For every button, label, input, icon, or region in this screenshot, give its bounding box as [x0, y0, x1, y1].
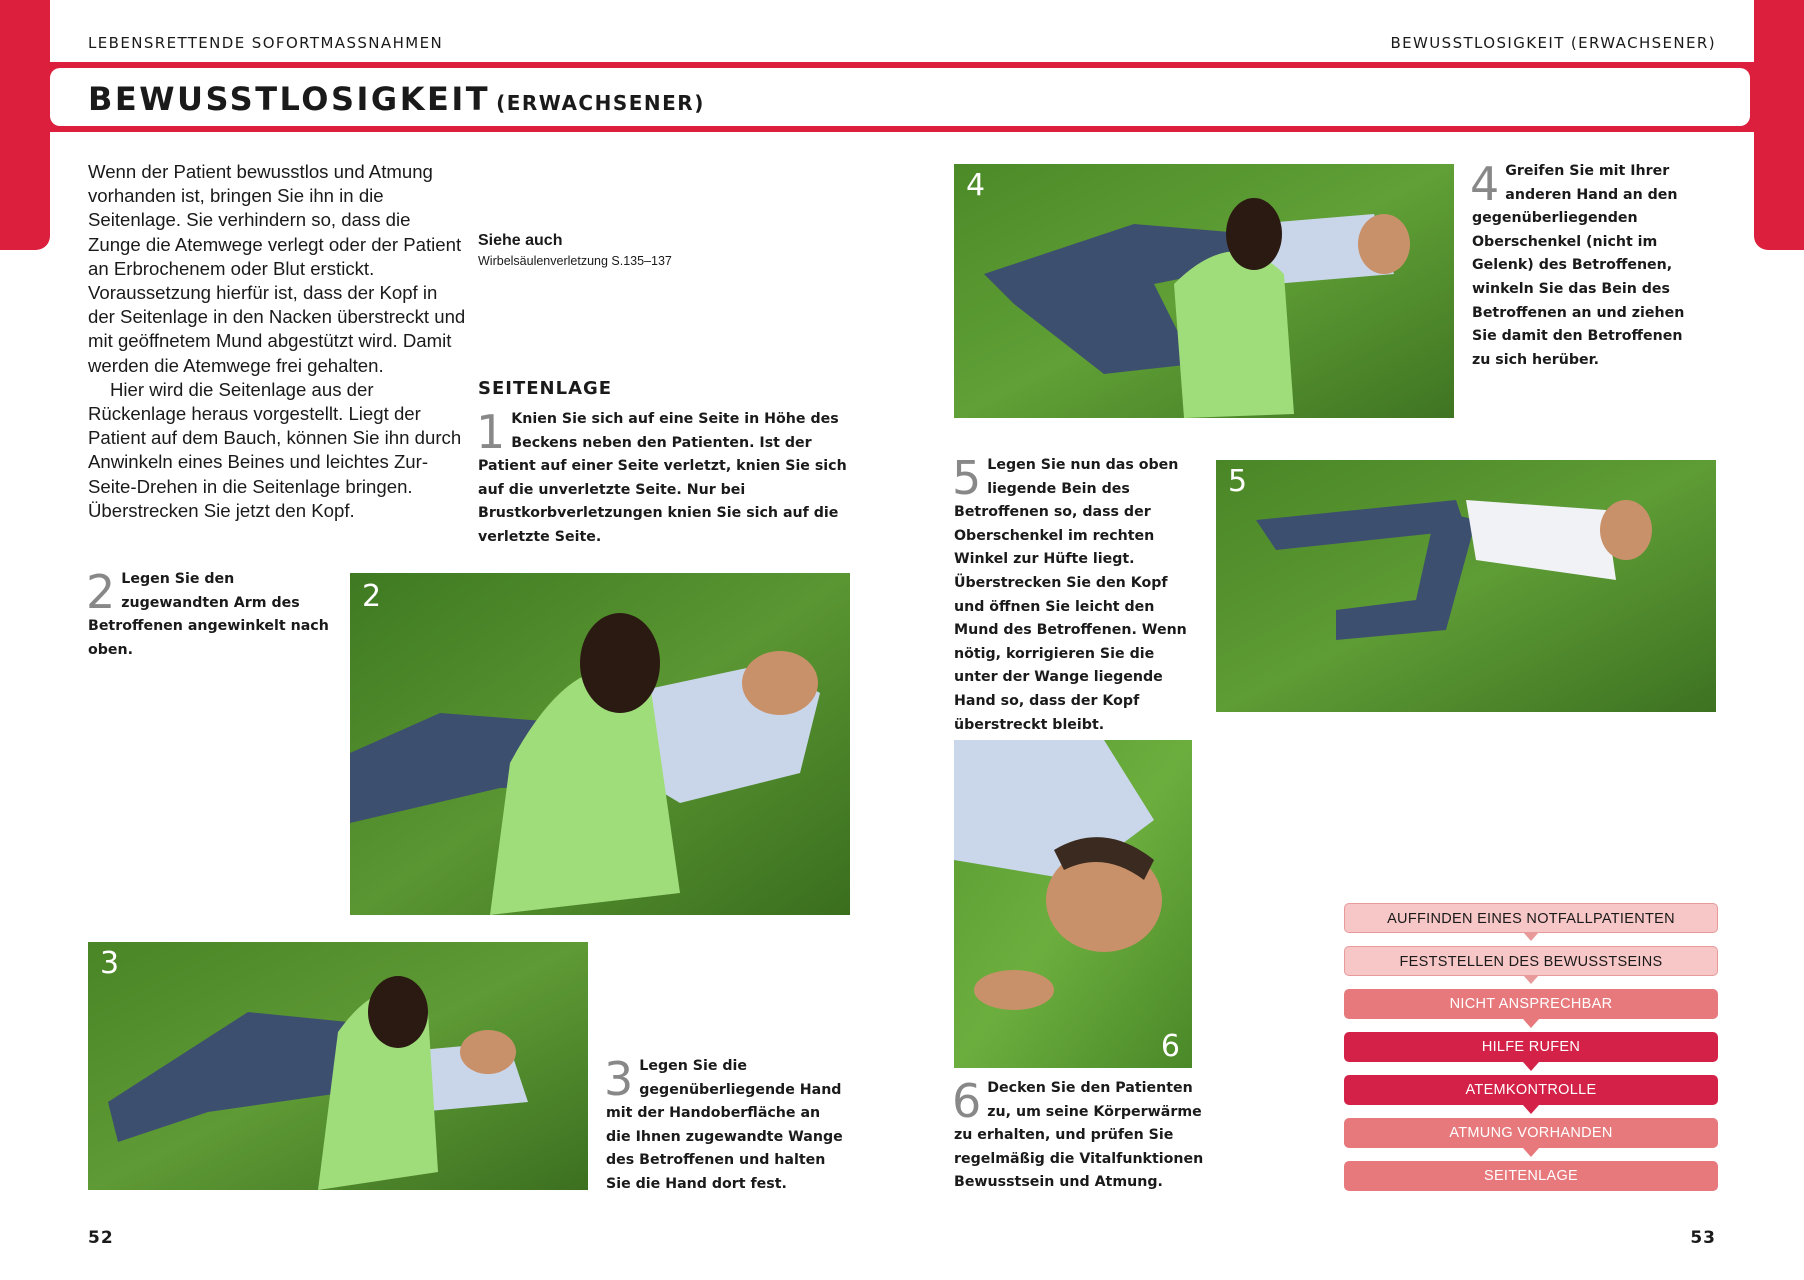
page-number-left: 52 — [88, 1228, 114, 1248]
flowchart-step: ATMUNG VORHANDEN — [1344, 1118, 1718, 1148]
intro-paragraph-2: Hier wird die Seitenlage aus der Rückenlage heraus vorgestellt. Liegt der Patient auf dem Bauch, können Sie ihn durch Anwinkeln eines Beines und leichtes Zur-Seite-Drehen in die Seitenlage bringen. Überstrecken Sie jetzt den Kopf. — [88, 378, 462, 521]
step-text: Legen Sie die gegenüberliegende Hand mit der Handoberfläche an die Ihnen zugewandte Wange des Betroffenen und halten Sie die Hand dort fest. — [606, 1058, 843, 1192]
page-title — [88, 80, 705, 118]
step-number: 2 — [86, 565, 116, 619]
page-number-right: 53 — [1690, 1228, 1716, 1248]
step-3 — [604, 1052, 846, 1197]
photo-label: 6 — [1160, 1029, 1180, 1064]
photo-step-5 — [1216, 460, 1716, 712]
red-margin-left — [0, 0, 50, 250]
step-1 — [476, 405, 858, 550]
running-head-left: LEBENSRETTENDE SOFORTMASSNAHMEN — [88, 34, 444, 52]
flowchart-step: FESTSTELLEN DES BEWUSSTSEINS — [1344, 946, 1718, 976]
title-sub: (ERWACHSENER) — [496, 91, 705, 115]
photo-label: 4 — [966, 168, 986, 203]
see-also-heading: Siehe auch — [478, 232, 563, 249]
step-2 — [86, 565, 338, 662]
flowchart-step: ATEMKONTROLLE — [1344, 1075, 1718, 1105]
photo-step-3 — [88, 942, 588, 1190]
step-number: 1 — [476, 405, 506, 459]
see-also-link[interactable]: Wirbelsäulenverletzung S.135–137 — [478, 254, 672, 268]
flowchart — [1344, 903, 1718, 1204]
step-4 — [1470, 157, 1702, 372]
step-text: Greifen Sie mit Ihrer anderen Hand an den gegenüberliegenden Oberschenkel (nicht im Gelenk) des Betroffenen, winkeln Sie das Bein des Betroffenen an und ziehen Sie damit den Betroffenen zu sich herüber. — [1472, 163, 1685, 368]
flowchart-step: AUFFINDEN EINES NOTFALLPATIENTEN — [1344, 903, 1718, 933]
step-text: Decken Sie den Patienten zu, um seine Körperwärme zu erhalten, und prüfen Sie regelmäßig die Vitalfunktionen Bewusstsein und Atmung. — [954, 1080, 1204, 1191]
step-text: Knien Sie sich auf eine Seite in Höhe des Beckens neben den Patienten. Ist der Patient auf einer Seite verletzt, knien Sie sich auf die unverletzte Seite. Nur bei Brustkorbverletzungen knien Sie sich auf die verletzte Seite. — [478, 411, 847, 545]
intro-text — [88, 160, 468, 523]
step-text: Legen Sie nun das oben liegende Bein des Betroffenen so, dass der Oberschenkel im rechten Winkel zur Hüfte liegt. Überstrecken Sie den Kopf und öffnen Sie leicht den Mund des Betroffenen. Wenn nötig, korrigieren Sie die unter der Wange liegende Hand so, dass der Kopf überstreckt bleibt. — [954, 457, 1187, 733]
step-5 — [952, 451, 1202, 737]
step-number: 5 — [952, 451, 982, 505]
photo-step-2 — [350, 573, 850, 915]
section-heading: SEITENLAGE — [478, 378, 613, 399]
photo-step-4 — [954, 164, 1454, 418]
step-number: 4 — [1470, 157, 1500, 211]
title-main: BEWUSSTLOSIGKEIT — [88, 80, 491, 118]
intro-paragraph-1: Wenn der Patient bewusstlos und Atmung vorhanden ist, bringen Sie ihn in die Seitenlage. Sie verhindern so, dass die Zunge die Atemwege verlegt oder der Patient an Erbrochenem oder Blut erstickt. Voraussetzung hierfür ist, dass der Kopf in der Seitenlage in den Nacken überstreckt und mit geöffnetem Mund abgestützt wird. Damit werden die Atemwege frei gehalten. — [88, 161, 466, 376]
step-number: 3 — [604, 1052, 634, 1106]
red-margin-right — [1754, 0, 1804, 250]
see-also-box — [478, 232, 738, 268]
photo-step-6 — [954, 740, 1192, 1068]
flowchart-step: SEITENLAGE — [1344, 1161, 1718, 1191]
step-number: 6 — [952, 1074, 982, 1128]
photo-label: 2 — [362, 579, 382, 614]
photo-label: 3 — [100, 946, 120, 981]
flowchart-step: NICHT ANSPRECHBAR — [1344, 989, 1718, 1019]
step-6 — [952, 1074, 1214, 1195]
photo-label: 5 — [1228, 464, 1248, 499]
flowchart-step: HILFE RUFEN — [1344, 1032, 1718, 1062]
step-text: Legen Sie den zugewandten Arm des Betroffenen angewinkelt nach oben. — [88, 571, 329, 658]
running-head-right: BEWUSSTLOSIGKEIT (ERWACHSENER) — [1390, 34, 1716, 52]
